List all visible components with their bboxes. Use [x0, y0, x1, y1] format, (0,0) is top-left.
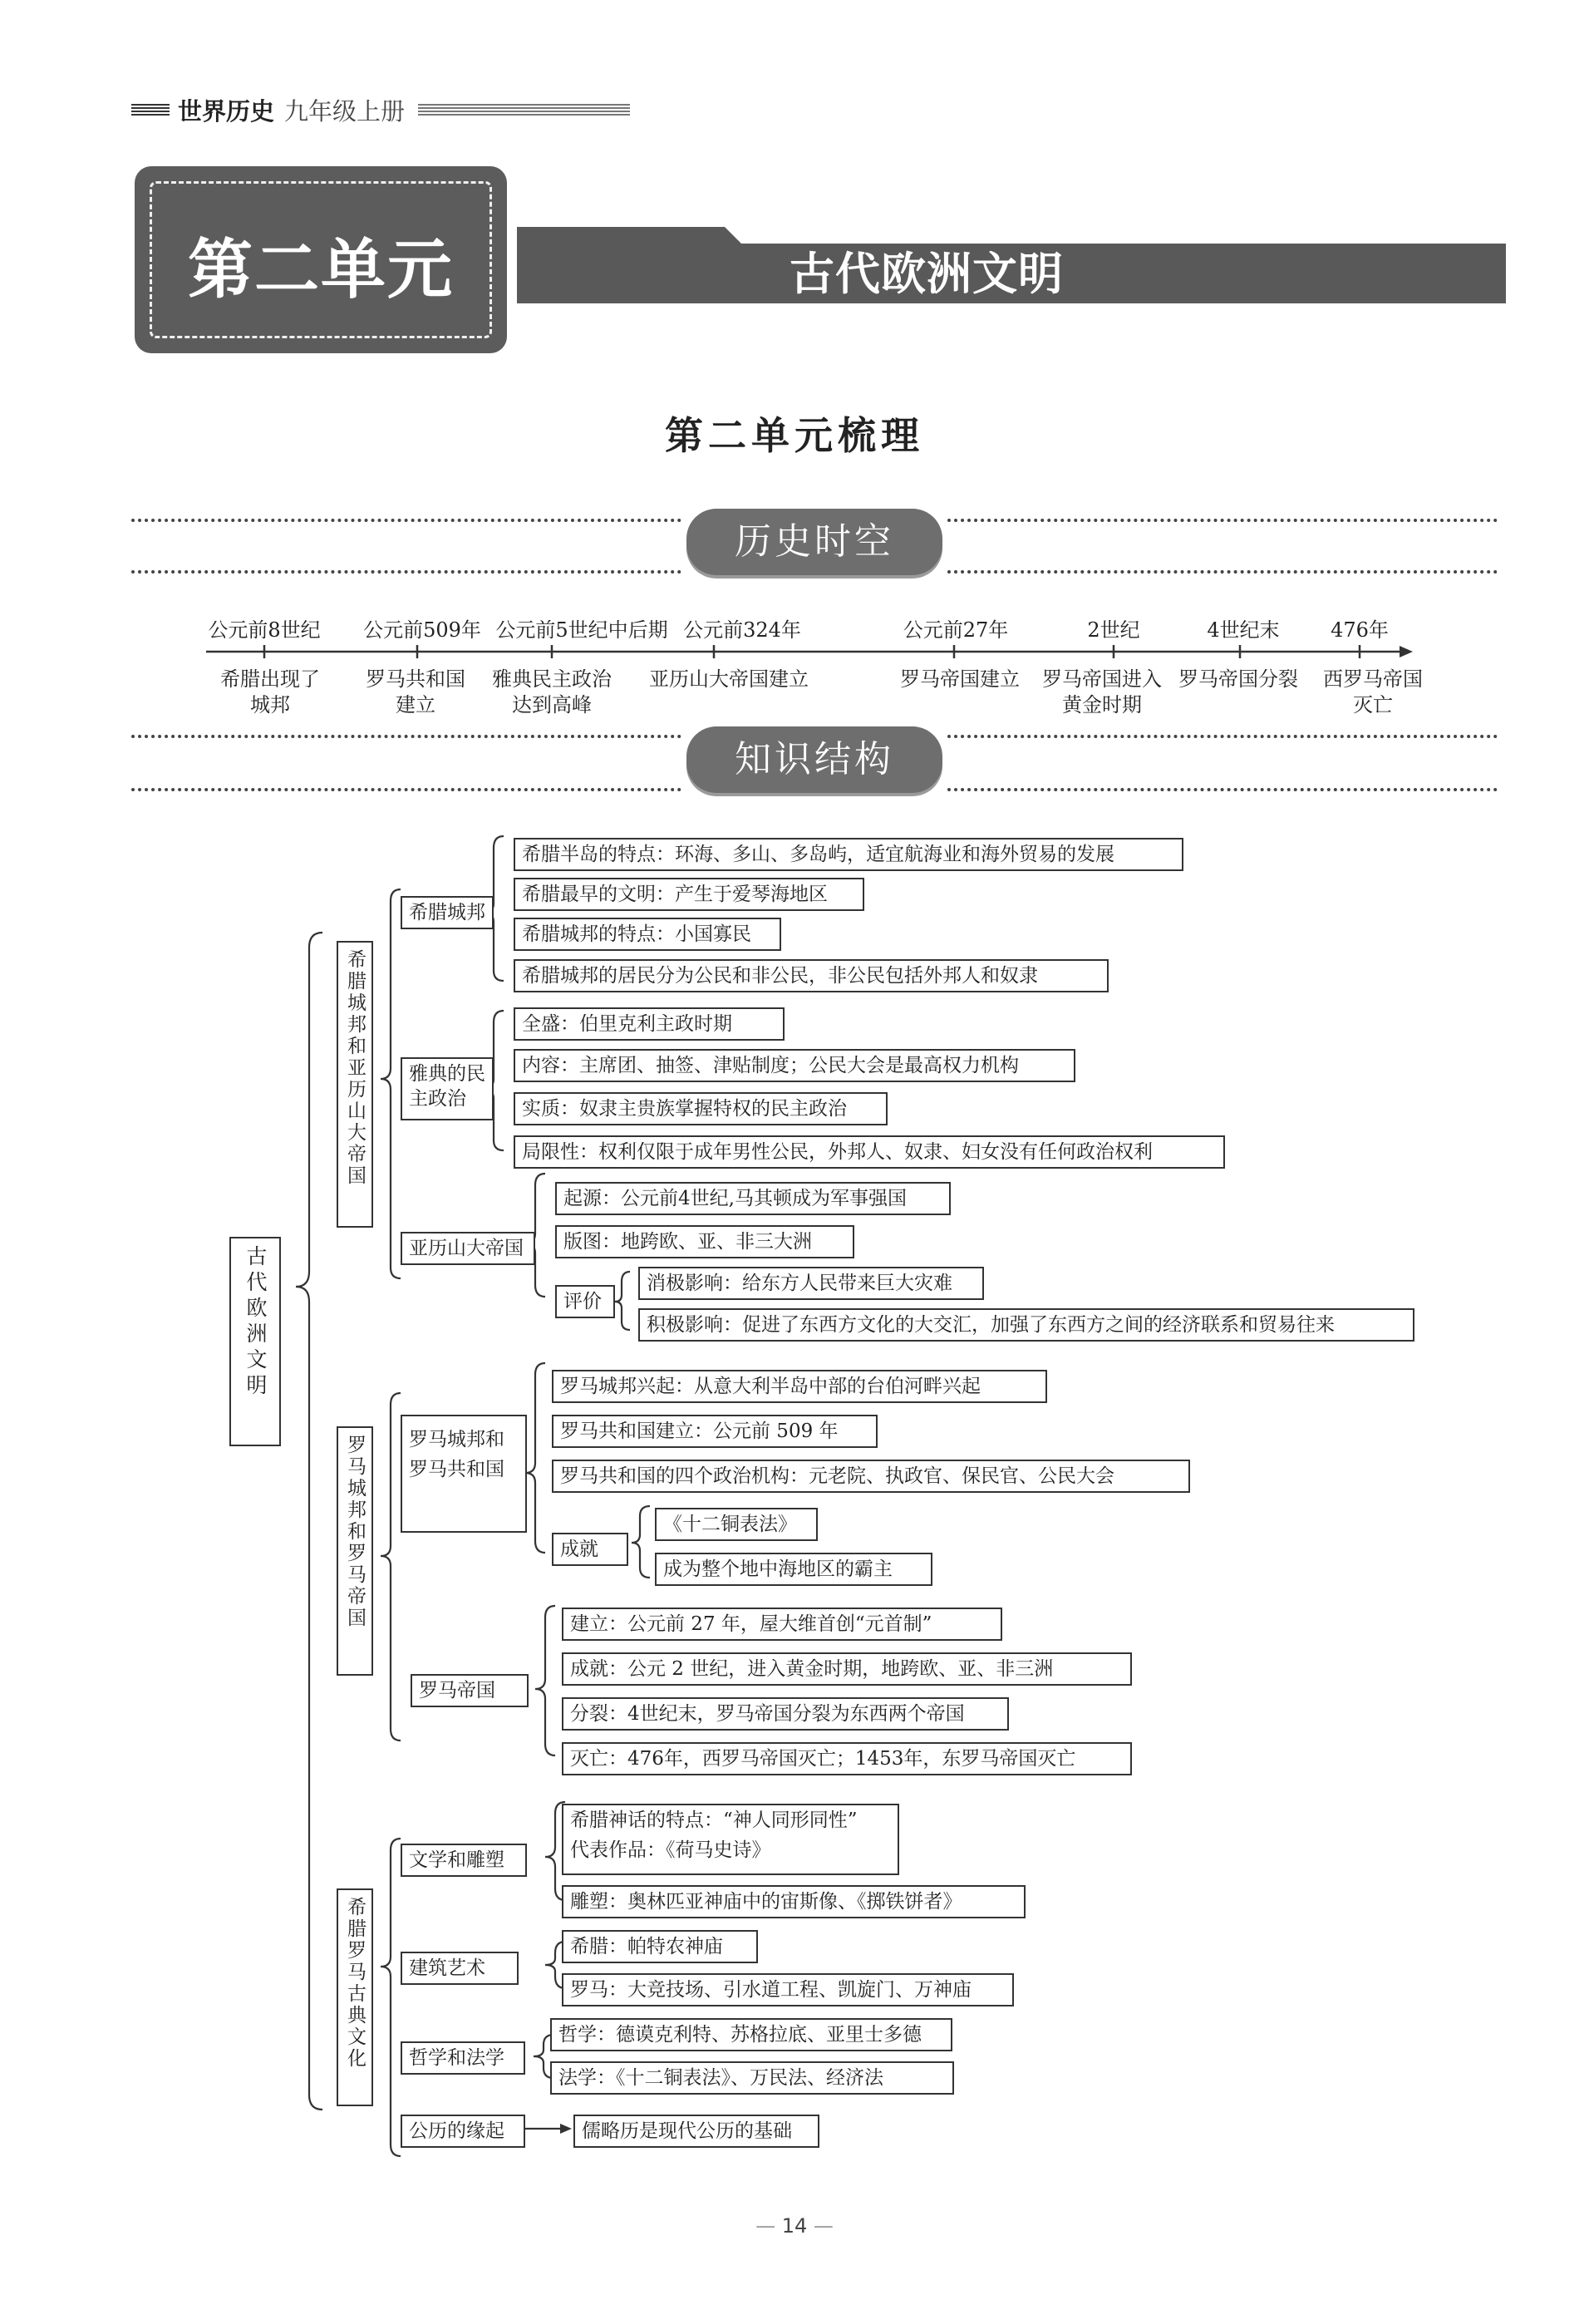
- map-leaf: 哲学：德谟克利特、苏格拉底、亚里士多德: [550, 2018, 952, 2051]
- timeline-date: 4世纪末: [1207, 618, 1280, 642]
- map-node-philosophy-law: 哲学和法学: [401, 2041, 525, 2075]
- map-node-roman-republic: 罗马城邦和罗马共和国: [401, 1415, 527, 1533]
- map-leaf: 希腊神话的特点：“神人同形同性”: [570, 1809, 858, 1831]
- map-node-evaluation: 评价: [555, 1285, 615, 1318]
- page-title: 第二单元梳理: [665, 413, 924, 458]
- timeline-date: 公元前5世纪中后期: [495, 618, 668, 642]
- map-leaf: 消极影响：给东方人民带来巨大灾难: [638, 1267, 984, 1300]
- map-branch-label: 罗马城邦和罗马帝国: [344, 1435, 366, 1629]
- map-leaf: 希腊最早的文明：产生于爱琴海地区: [514, 878, 864, 911]
- map-leaf: 《十二铜表法》: [655, 1508, 818, 1541]
- map-leaf: 版图：地跨欧、亚、非三大洲: [555, 1225, 854, 1258]
- map-leaf: 法学：《十二铜表法》、万民法、经济法: [550, 2061, 954, 2095]
- map-root-label: 古代欧洲文明: [244, 1245, 268, 1400]
- map-node-literature-sculpture: 文学和雕塑: [401, 1844, 527, 1877]
- timeline-date: 476年: [1331, 618, 1389, 642]
- page-number-value: 14: [781, 2214, 808, 2238]
- map-leaf: 希腊：帕特农神庙: [562, 1930, 758, 1963]
- map-branch-label: 希腊城邦和亚历山大帝国: [344, 949, 366, 1187]
- map-leaf: 积极影响：促进了东西方文化的大交汇，加强了东西方之间的经济联系和贸易往来: [638, 1308, 1414, 1342]
- map-leaf: 雕塑：奥林匹亚神庙中的宙斯像、《掷铁饼者》: [562, 1885, 1026, 1918]
- map-leaf: 罗马共和国建立：公元前 509 年: [552, 1415, 878, 1448]
- map-node-architecture: 建筑艺术: [401, 1952, 519, 1985]
- header-subject: 世界历史: [178, 96, 275, 126]
- timeline-event: 罗马帝国建立: [900, 667, 1020, 691]
- map-leaf: 儒略历是现代公历的基础: [573, 2115, 819, 2148]
- map-node-roman-empire: 罗马帝国: [411, 1674, 529, 1707]
- map-branch-greece: [337, 941, 373, 1228]
- timeline-event: 希腊出现了城邦: [220, 667, 320, 716]
- map-node-calendar-origin: 公历的缘起: [401, 2115, 525, 2148]
- dotted-divider: [947, 735, 1498, 738]
- map-leaf: 建立：公元前 27 年，屋大维首创“元首制”: [562, 1608, 1002, 1641]
- map-leaf: 起源：公元前4世纪,马其顿成为军事强国: [555, 1182, 951, 1215]
- dotted-divider: [131, 735, 681, 738]
- map-node-greek-myth: [562, 1804, 899, 1875]
- timeline-event: 罗马帝国进入黄金时期: [1042, 667, 1162, 716]
- map-branch-culture: [337, 1888, 373, 2106]
- timeline-event: 罗马帝国分裂: [1178, 667, 1298, 691]
- map-leaf: 希腊城邦的居民分为公民和非公民，非公民包括外邦人和奴隶: [514, 959, 1109, 992]
- header-grade: 九年级上册: [284, 96, 406, 126]
- map-branch-rome: [337, 1426, 373, 1676]
- timeline-date: 公元前27年: [903, 618, 1009, 642]
- page-number: — 14 —: [755, 2214, 834, 2238]
- timeline-date: 公元前324年: [683, 618, 801, 642]
- section-pill-timeline: 历史时空: [686, 509, 942, 575]
- map-leaf: 成为整个地中海地区的霸主: [655, 1553, 932, 1586]
- timeline-date: 2世纪: [1087, 618, 1140, 642]
- timeline-date: 公元前8世纪: [208, 618, 321, 642]
- map-node-athens-democracy: 雅典的民主政治: [401, 1057, 494, 1120]
- map-leaf: 罗马：大竞技场、引水道工程、凯旋门、万神庙: [562, 1973, 1014, 2006]
- map-leaf: 罗马城邦兴起：从意大利半岛中部的台伯河畔兴起: [552, 1370, 1047, 1403]
- map-leaf: 灭亡：476年，西罗马帝国灭亡；1453年，东罗马帝国灭亡: [562, 1742, 1132, 1775]
- map-leaf: 内容：主席团、抽签、津贴制度；公民大会是最高权力机构: [514, 1049, 1075, 1082]
- dotted-divider: [131, 570, 681, 574]
- timeline-event: 西罗马帝国灭亡: [1323, 667, 1423, 716]
- map-branch-label: 希腊罗马古典文化: [344, 1897, 366, 2070]
- map-leaf: 希腊半岛的特点：环海、多山、多岛屿，适宜航海业和海外贸易的发展: [514, 838, 1183, 871]
- dotted-divider: [947, 570, 1498, 574]
- map-leaf: 局限性：权利仅限于成年男性公民，外邦人、奴隶、妇女没有任何政治权利: [514, 1135, 1225, 1169]
- map-leaf: 成就：公元 2 世纪，进入黄金时期，地跨欧、亚、非三洲: [562, 1652, 1132, 1686]
- map-leaf: 希腊城邦的特点：小国寡民: [514, 918, 781, 951]
- timeline-event: 雅典民主政治达到高峰: [492, 667, 612, 716]
- running-header: [131, 91, 630, 128]
- header-decoration-bar: [131, 104, 170, 116]
- map-leaf: 罗马共和国的四个政治机构：元老院、执政官、保民官、公民大会: [552, 1460, 1190, 1493]
- unit-badge: [135, 166, 507, 353]
- header-decoration-bar: [418, 104, 630, 116]
- timeline-event: 罗马共和国建立: [366, 667, 465, 716]
- unit-name: 古代欧洲文明: [790, 248, 1064, 300]
- dotted-divider: [131, 788, 681, 791]
- map-leaf: 代表作品：《荷马史诗》: [570, 1839, 771, 1861]
- map-leaf: 分裂：4世纪末，罗马帝国分裂为东西两个帝国: [562, 1697, 1009, 1731]
- timeline-date: 公元前509年: [363, 618, 481, 642]
- dotted-divider: [947, 788, 1498, 791]
- map-leaf: 全盛：伯里克利主政时期: [514, 1007, 785, 1041]
- dotted-divider: [947, 519, 1498, 522]
- map-node-greek-city-states: 希腊城邦: [401, 896, 494, 929]
- map-root-node: [229, 1237, 281, 1446]
- map-leaf: 实质：奴隶主贵族掌握特权的民主政治: [514, 1092, 888, 1125]
- section-pill-structure: 知识结构: [686, 726, 942, 793]
- unit-label: 第二单元: [187, 233, 454, 308]
- map-node-alexander-empire: 亚历山大帝国: [401, 1232, 535, 1265]
- timeline-event: 亚历山大帝国建立: [649, 667, 809, 691]
- dotted-divider: [131, 519, 681, 522]
- map-node-achievement: 成就: [552, 1533, 628, 1566]
